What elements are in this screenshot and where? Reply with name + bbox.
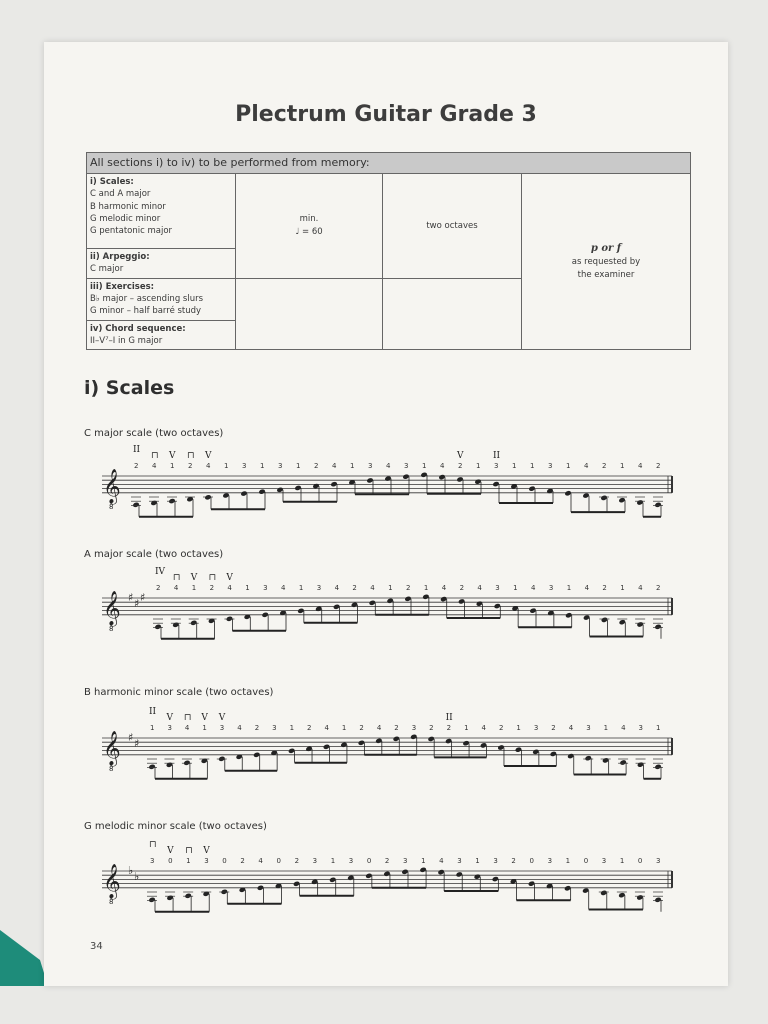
fingering-number: 3 [348, 857, 354, 865]
note-head [166, 895, 173, 901]
note-head [636, 621, 643, 627]
bowing-mark: II [133, 445, 141, 455]
fingering-number: 4 [376, 724, 382, 732]
fingering-number: 2 [459, 584, 465, 592]
fingering-number: 3 [493, 857, 498, 865]
fingering-number: 1 [565, 857, 571, 865]
note-head [365, 873, 372, 879]
fingering-number: 3 [548, 462, 553, 470]
note-head [462, 740, 469, 746]
fingering-number: 1 [224, 462, 229, 470]
note-head [532, 749, 539, 755]
fingering-number: 0 [583, 857, 589, 865]
note-head [492, 876, 499, 882]
note-head [240, 490, 247, 496]
note-head [383, 871, 390, 877]
dynamics-note-1: as requested by [571, 257, 641, 268]
note-head [154, 624, 161, 630]
fingering-number: 3 [403, 857, 408, 865]
note-head [347, 875, 354, 881]
note-head [184, 893, 191, 899]
scale-staff-c-major [84, 442, 684, 532]
key-signature-accidental: ♯ [128, 731, 134, 744]
bowing-mark: V [166, 713, 173, 723]
fingering-number: 1 [202, 724, 207, 732]
fingering-number: 1 [341, 724, 347, 732]
fingering-number: 1 [619, 857, 625, 865]
fingering-number: 1 [512, 462, 517, 470]
fingering-number: 3 [404, 462, 409, 470]
fingering-number: 2 [240, 857, 245, 865]
fingering-number: 3 [494, 462, 499, 470]
treble-clef: 𝄞 [103, 590, 121, 626]
note-head [222, 492, 229, 498]
note-head [420, 472, 427, 478]
bowing-mark: II [493, 451, 501, 461]
note-head [294, 485, 301, 491]
scale-caption: G melodic minor scale (two octaves) [84, 821, 267, 832]
fingering-number: 4 [481, 724, 486, 732]
page-title: Plectrum Guitar Grade 3 [235, 102, 537, 127]
note-head [564, 490, 571, 496]
fingering-number: 2 [307, 724, 312, 732]
fingering-number: 3 [316, 584, 322, 592]
note-head [600, 495, 607, 501]
fingering-number: 4 [568, 724, 574, 732]
empty-cell [236, 278, 383, 350]
bowing-mark: ⊓ [151, 451, 159, 461]
scale-caption: A major scale (two octaves) [84, 549, 224, 560]
fingering-number: 2 [394, 724, 399, 732]
section-exercises-cell [87, 278, 236, 320]
fingering-number: 4 [258, 857, 263, 865]
note-head [585, 755, 592, 761]
fingering-number: 3 [167, 724, 172, 732]
fingering-number: 2 [656, 462, 661, 470]
fingering-number: 4 [531, 584, 536, 592]
fingering-number: 2 [134, 462, 139, 470]
note-head [253, 752, 260, 758]
note-head [458, 598, 465, 604]
fingering-number: 1 [298, 584, 304, 592]
fingering-number: 3 [547, 857, 553, 865]
scale-caption: B harmonic minor scale (two octaves) [84, 687, 274, 698]
bowing-mark: V [226, 573, 233, 583]
note-head [369, 600, 376, 606]
note-head [166, 762, 173, 768]
fingering-number: 3 [278, 462, 283, 470]
fingering-number: 4 [386, 462, 391, 470]
fingering-number: 0 [529, 857, 534, 865]
note-head [654, 502, 661, 508]
note-head [654, 764, 661, 770]
fingering-number: 3 [219, 724, 225, 732]
note-head [619, 759, 626, 765]
fingering-number: 1 [475, 857, 480, 865]
note-head [410, 734, 417, 740]
fingering-number: 2 [656, 584, 661, 592]
fingering-number: 3 [656, 857, 661, 865]
fingering-number: 0 [366, 857, 372, 865]
fingering-number: 1 [620, 462, 625, 470]
note-head [567, 753, 574, 759]
note-head [258, 489, 265, 495]
range-cell [383, 173, 522, 278]
bowing-mark: II [445, 713, 453, 723]
note-head [333, 604, 340, 610]
fingering-number: 4 [638, 584, 643, 592]
note-head [654, 624, 661, 630]
note-head [492, 481, 499, 487]
section-item: G minor – half barré study [90, 306, 202, 317]
treble-clef: 𝄞 [103, 468, 121, 504]
page-number: 34 [90, 941, 103, 952]
fingering-number: 1 [260, 462, 265, 470]
key-signature-accidental: ♭ [134, 870, 140, 883]
note-head [494, 603, 501, 609]
key-signature-accidental: ♯ [134, 737, 140, 750]
note-head [618, 497, 625, 503]
note-head [419, 867, 426, 873]
section-item: II–V⁷–I in G major [90, 335, 163, 346]
bowing-mark: II [149, 707, 157, 717]
note-head [550, 751, 557, 757]
bowing-mark: ⊓ [185, 846, 193, 856]
note-head [330, 481, 337, 487]
note-head [582, 492, 589, 498]
note-head [528, 881, 535, 887]
fingering-number: 2 [406, 584, 411, 592]
fingering-number: 1 [388, 584, 393, 592]
fingering-number: 2 [294, 857, 300, 865]
fingering-number: 2 [429, 724, 434, 732]
section-chords-cell [87, 320, 236, 350]
note-head [351, 602, 358, 608]
key-signature-accidental: ♯ [134, 597, 140, 610]
fingering-number: 1 [516, 724, 521, 732]
fingering-number: 1 [421, 857, 426, 865]
fingering-number: 1 [289, 724, 295, 732]
treble-clef: 𝄞 [103, 863, 121, 899]
fingering-number: 3 [601, 857, 607, 865]
fingering-number: 4 [638, 462, 643, 470]
fingering-number: 4 [152, 462, 157, 470]
bowing-mark: V [457, 451, 464, 461]
requirements-table [86, 152, 691, 350]
treble-clef: 𝄞 [103, 730, 121, 766]
fingering-number: 0 [168, 857, 173, 865]
bowing-mark: IV [155, 567, 166, 577]
requirements-header: All sections i) to iv) to be performed from memory: [87, 153, 691, 174]
fingering-number: 2 [498, 724, 504, 732]
fingering-number: 3 [495, 584, 500, 592]
fingering-number: 4 [441, 584, 447, 592]
note-head [583, 614, 590, 620]
fingering-number: 2 [254, 724, 260, 732]
note-head [340, 742, 347, 748]
fingering-number: 2 [602, 584, 607, 592]
fingering-number: 1 [464, 724, 469, 732]
tempo-cell [236, 173, 383, 278]
fingering-number: 3 [204, 857, 209, 865]
fingering-number: 4 [477, 584, 482, 592]
section-item: B♭ major – ascending slurs [90, 293, 204, 304]
section-heading: ii) Arpeggio: [90, 251, 150, 262]
fingering-number: 0 [637, 857, 643, 865]
note-head [366, 477, 373, 483]
fingering-number: 1 [530, 462, 535, 470]
fingering-number: 4 [440, 462, 445, 470]
note-head [203, 891, 210, 897]
note-head [329, 877, 336, 883]
bowing-mark: ⊓ [208, 573, 217, 583]
note-head [565, 612, 572, 618]
fingering-number: 4 [334, 584, 340, 592]
fingering-number: 0 [276, 857, 281, 865]
fingering-number: 3 [263, 584, 268, 592]
note-head [358, 740, 365, 746]
fingering-number: 0 [222, 857, 227, 865]
note-head [422, 594, 429, 600]
note-head [293, 881, 300, 887]
fingering-number: 1 [245, 584, 250, 592]
section-item: B harmonic minor [90, 201, 166, 212]
note-head [428, 736, 435, 742]
note-head [476, 601, 483, 607]
note-head [132, 502, 139, 508]
fingering-number: 2 [511, 857, 516, 865]
section-item: C major [90, 264, 124, 275]
note-head [564, 885, 571, 891]
section-arpeggio-cell [87, 248, 236, 278]
note-head [148, 764, 155, 770]
fingering-number: 1 [476, 462, 481, 470]
bowing-mark: V [205, 451, 212, 461]
note-head [323, 744, 330, 750]
bowing-mark: V [218, 713, 226, 723]
fingering-number: 2 [359, 724, 364, 732]
fingering-number: 1 [603, 724, 609, 732]
bowing-mark: V [169, 451, 176, 461]
fingering-number: 4 [332, 462, 337, 470]
note-head [208, 618, 215, 624]
note-head [529, 608, 536, 614]
fingering-number: 2 [314, 462, 319, 470]
bowing-mark: ⊓ [183, 713, 192, 723]
empty-cell [383, 278, 522, 350]
note-head [528, 486, 535, 492]
fingering-number: 3 [411, 724, 417, 732]
bowing-mark: V [201, 713, 208, 723]
fingering-number: 4 [584, 584, 590, 592]
note-head [515, 747, 522, 753]
fingering-number: 4 [173, 584, 179, 592]
section-heading: iii) Exercises: [90, 281, 155, 292]
note-head [276, 487, 283, 493]
scale-staff-g-melodic-minor [84, 837, 684, 927]
key-signature-accidental: ♯ [140, 591, 146, 604]
tempo-label: min. [299, 214, 319, 225]
fingering-number: 4 [281, 584, 286, 592]
fingering-number: 4 [227, 584, 232, 592]
note-head [183, 760, 190, 766]
note-head [600, 890, 607, 896]
bowing-mark: ⊓ [149, 840, 157, 850]
document-page [44, 42, 728, 986]
note-head [438, 474, 445, 480]
note-head [297, 608, 304, 614]
clef-octave-mark: 8 [109, 624, 114, 633]
note-head [474, 874, 481, 880]
note-head [402, 474, 409, 480]
fingering-number: 2 [458, 462, 463, 470]
fingering-number: 3 [638, 724, 644, 732]
note-head [480, 742, 487, 748]
section-item: C and A major [90, 189, 151, 200]
fingering-number: 4 [621, 724, 626, 732]
section-item: G melodic minor [90, 213, 161, 224]
dynamics-note-2: the examiner [577, 269, 635, 280]
clef-octave-mark: 8 [109, 764, 114, 773]
bowing-mark: ⊓ [187, 451, 195, 461]
tempo-value: ♩ = 60 [295, 226, 323, 237]
note-head [601, 617, 608, 623]
note-head [150, 500, 157, 506]
note-head [636, 499, 643, 505]
section-heading: i) Scales: [90, 176, 134, 187]
note-head [201, 758, 208, 764]
fingering-number: 2 [156, 584, 161, 592]
key-signature-accidental: ♯ [128, 591, 134, 604]
fingering-number: 3 [457, 857, 462, 865]
fingering-number: 2 [209, 584, 215, 592]
fingering-number: 1 [191, 584, 197, 592]
fingering-number: 2 [446, 724, 452, 732]
note-head [190, 620, 197, 626]
fingering-number: 4 [184, 724, 190, 732]
fingering-number: 3 [312, 857, 318, 865]
dynamics-cell [522, 173, 691, 349]
fingering-number: 1 [186, 857, 191, 865]
note-head [440, 596, 447, 602]
bowing-mark: V [167, 846, 174, 856]
fingering-number: 1 [350, 462, 355, 470]
fingering-number: 3 [272, 724, 277, 732]
note-head [172, 622, 179, 628]
fingering-number: 2 [384, 857, 390, 865]
note-head [288, 748, 295, 754]
fingering-number: 2 [551, 724, 556, 732]
note-head [456, 871, 463, 877]
fingering-number: 4 [584, 462, 589, 470]
scale-staff-a-major [84, 564, 684, 654]
dynamics-text: p or f [590, 242, 622, 254]
note-head [602, 757, 609, 763]
scale-staff-b-harmonic-minor [84, 704, 684, 794]
fingering-number: 1 [296, 462, 301, 470]
note-head [386, 598, 393, 604]
note-head [375, 738, 382, 744]
fingering-number: 3 [533, 724, 539, 732]
fingering-number: 3 [242, 462, 247, 470]
note-head [148, 897, 155, 903]
bowing-mark: V [190, 573, 198, 583]
note-head [393, 736, 400, 742]
note-head [257, 885, 264, 891]
note-head [474, 479, 481, 485]
fingering-number: 3 [548, 584, 554, 592]
fingering-number: 1 [566, 462, 571, 470]
section-heading: iv) Chord sequence: [90, 323, 186, 334]
fingering-number: 1 [422, 462, 427, 470]
fingering-number: 1 [620, 584, 625, 592]
fingering-number: 1 [566, 584, 572, 592]
fingering-number: 3 [368, 462, 373, 470]
fingering-number: 1 [330, 857, 336, 865]
fingering-number: 2 [602, 462, 607, 470]
note-head [401, 869, 408, 875]
scale-caption: C major scale (two octaves) [84, 428, 224, 439]
fingering-number: 1 [150, 724, 155, 732]
fingering-number: 1 [170, 462, 175, 470]
note-head [618, 892, 625, 898]
note-head [445, 738, 452, 744]
note-head [637, 762, 644, 768]
fingering-number: 2 [188, 462, 193, 470]
clef-octave-mark: 8 [109, 502, 114, 511]
note-head [497, 744, 504, 750]
note-head [654, 897, 661, 903]
clef-octave-mark: 8 [109, 897, 114, 906]
fingering-number: 3 [150, 857, 155, 865]
scales-heading: i) Scales [84, 377, 175, 399]
note-head [582, 887, 589, 893]
fingering-number: 4 [370, 584, 375, 592]
fingering-number: 1 [656, 724, 661, 732]
key-signature-accidental: ♭ [128, 864, 134, 877]
bowing-mark: ⊓ [172, 573, 181, 583]
note-head [456, 476, 463, 482]
note-head [619, 619, 626, 625]
note-head [404, 596, 411, 602]
section-item: G pentatonic major [90, 226, 173, 237]
fingering-number: 4 [324, 724, 329, 732]
fingering-number: 4 [439, 857, 444, 865]
fingering-number: 1 [513, 584, 518, 592]
section-scales-cell [87, 173, 236, 248]
note-head [261, 612, 268, 618]
fingering-number: 4 [237, 724, 242, 732]
range-text: two octaves [426, 220, 478, 231]
note-head [437, 869, 444, 875]
fingering-number: 3 [586, 724, 591, 732]
bowing-mark: V [203, 846, 210, 856]
note-head [636, 894, 643, 900]
fingering-number: 4 [206, 462, 211, 470]
fingering-number: 1 [423, 584, 429, 592]
fingering-number: 2 [352, 584, 357, 592]
